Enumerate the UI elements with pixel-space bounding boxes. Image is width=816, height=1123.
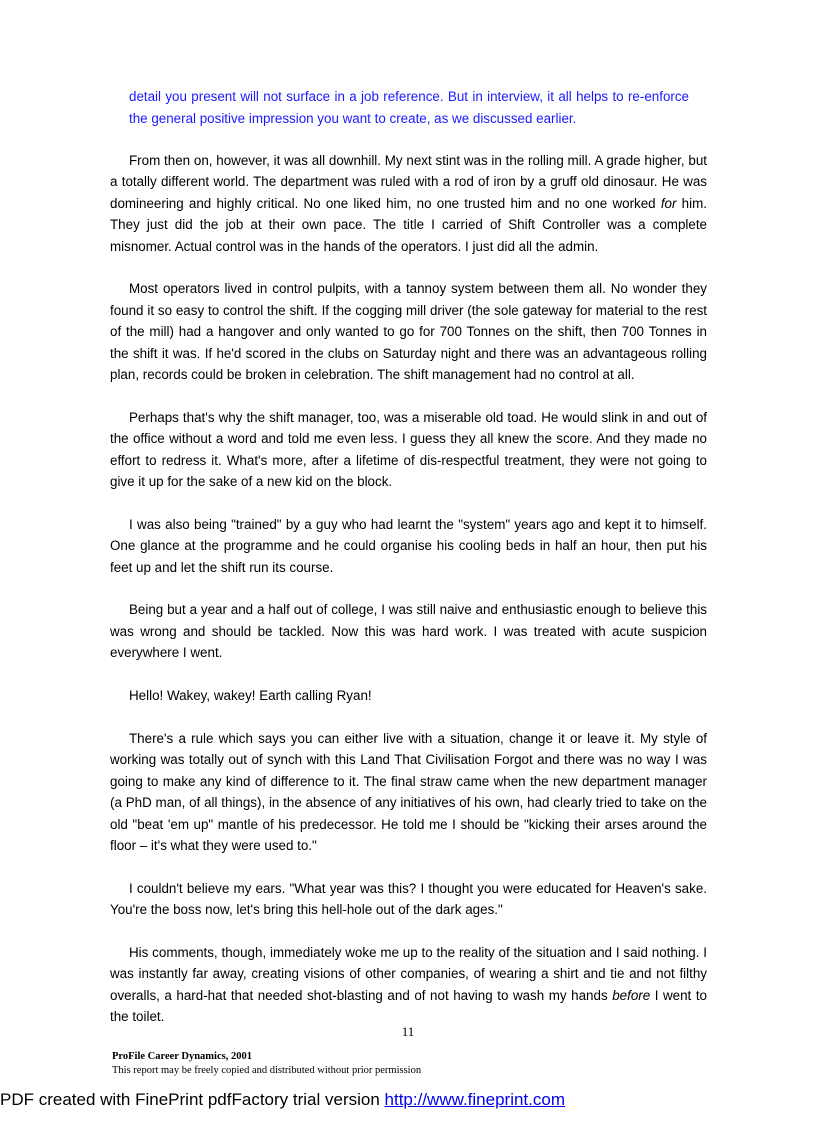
- paragraph: Hello! Wakey, wakey! Earth calling Ryan!: [129, 688, 372, 704]
- footer-company: ProFile Career Dynamics, 2001: [112, 1051, 252, 1062]
- fineprint-link[interactable]: http://www.fineprint.com: [384, 1090, 565, 1109]
- paragraph: Perhaps that's why the shift manager, too, was a miserable old toad. He would slink in and out of the office without a word and told me even less. I guess they all knew the score. And they made no effort to redress it. What's more, after a lifetime of dis-respectful treatment, they were not going to give it up for the sake of a new kid on the block.: [110, 409, 707, 490]
- pdf-creator-banner: [0, 1088, 565, 1112]
- paragraph: Being but a year and a half out of college, I was still naive and enthusiastic enough to believe this was wrong and should be tackled. Now this was hard work. I was treated with acute suspicion everywhere I went.: [110, 602, 707, 661]
- body-text: [110, 150, 707, 1049]
- paragraph: Most operators lived in control pulpits, with a tannoy system between them all. No wonder they found it so easy to control the shift. If the cogging mill driver (the sole gateway for material to the rest of the mill) had a hangover and only wanted to go for 700 Tonnes on the shift, then 700 Tonnes in the shift it was. If he'd scored in the clubs on Saturday night and there was an advantageous rolling plan, records could be broken in celebration. The shift management had no control at all.: [110, 281, 707, 383]
- quote-continuation: detail you present will not surface in a job reference. But in interview, it all helps to re-enforce the general positive impression you want to create, as we discussed earlier.: [129, 89, 689, 126]
- paragraph: I was also being "trained" by a guy who had learnt the "system" years ago and kept it to himself. One glance at the programme and he could organise his cooling beds in half an hour, then put his feet up and let the shift run its course.: [110, 516, 707, 575]
- paragraph: His comments, though, immediately woke me up to the reality of the situation and I said nothing. I was instantly far away, creating visions of other companies, of wearing a shirt and tie and not filthy overalls, a hard-hat that needed shot-blasting and of not having to wash my hands before I went to the toilet.: [110, 944, 707, 1025]
- pdf-banner-text: PDF created with FinePrint pdfFactory trial version: [0, 1090, 385, 1109]
- paragraph: I couldn't believe my ears. "What year was this? I thought you were educated for Heaven's sake. You're the boss now, let's bring this hell-hole out of the dark ages.": [110, 880, 707, 918]
- emphasis: for: [660, 195, 677, 211]
- emphasis: before: [612, 987, 651, 1003]
- paragraph: There's a rule which says you can either live with a situation, change it or leave it. My style of working was totally out of synch with this Land That Civilisation Forgot and there was no way I was going to make any kind of difference to it. The final straw came when the new department manager (a PhD man, of all things), in the absence of any initiatives of his own, had clearly tried to take on the old "beat 'em up" mantle of his predecessor. He told me I should be "kicking their arses around the floor – it's what they were used to.": [110, 730, 707, 853]
- footer-permission-note: This report may be freely copied and distributed without prior permission: [112, 1065, 422, 1076]
- paragraph: From then on, however, it was all downhill. My next stint was in the rolling mill. A grade higher, but a totally different world. The department was ruled with a rod of iron by a gruff old dinosaur. He was domineering and highly critical. No one liked him, no one trusted him and no one worked for him. They just did the job at their own pace. The title I carried of Shift Controller was a complete misnomer. Actual control was in the hands of the operators. I just did all the admin.: [110, 153, 707, 254]
- page-number: 11: [401, 1024, 415, 1039]
